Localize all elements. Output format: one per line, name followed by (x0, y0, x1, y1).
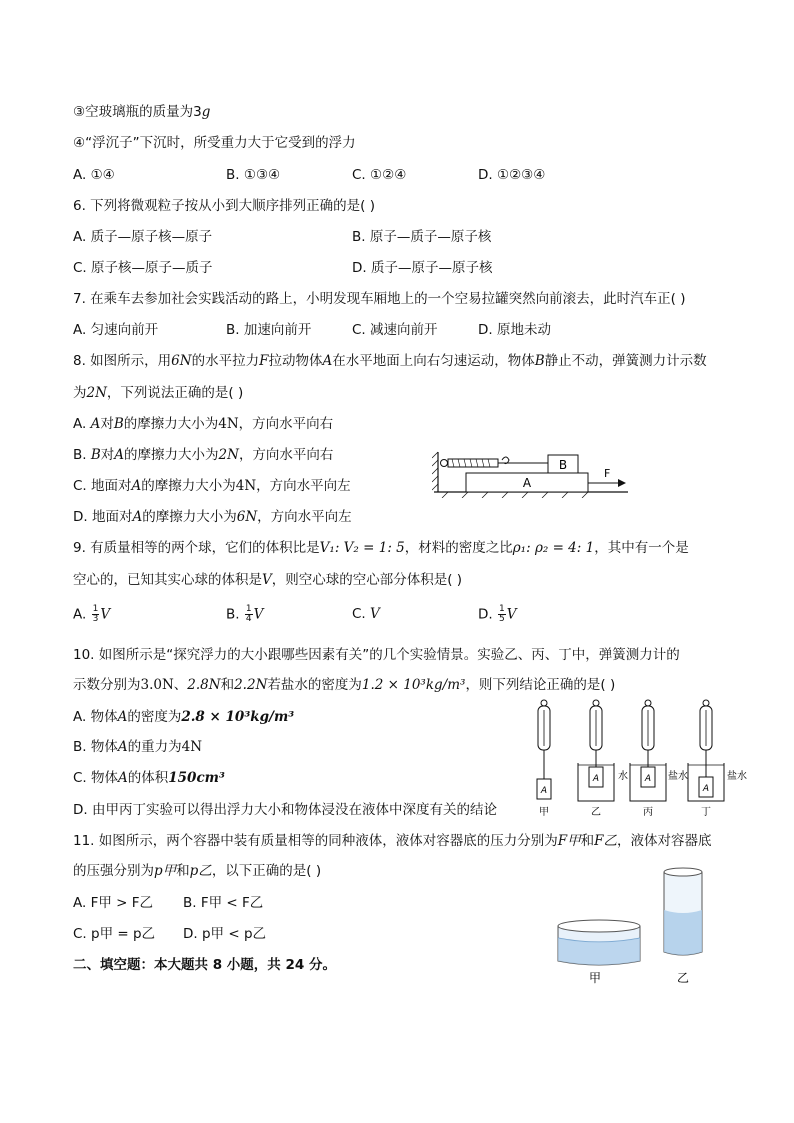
spring-scale-bing (630, 700, 688, 818)
q9-stem-line1: 9. 有质量相等的两个球，它们的体积比是V₁: V₂ = 1: 5，材料的密度之比ρ₁: ρ₂ = 4: 1，其中有一个是 (73, 540, 689, 556)
q6-option-a: A. 质子—原子核—原子 (73, 229, 213, 245)
container-jia (558, 920, 640, 985)
q9-option-d: D. $\frac{1}{5}$ V (478, 604, 517, 624)
q10-option-b: B. 物体A的重力为4N (73, 739, 203, 755)
q6-option-d: D. 质子—原子—原子核 (352, 260, 493, 276)
svg-text:A: A (644, 774, 652, 784)
q9-option-b: B. $\frac{1}{4}$ V (226, 604, 264, 624)
q11-figure (552, 866, 712, 986)
q11-stem-line2: 的压强分别为p甲和p乙，以下正确的是( ) (73, 863, 322, 879)
label-water: 水 (618, 771, 628, 782)
q9-option-c: C. V (352, 606, 380, 622)
q8-stem-line1: 8. 如图所示，用6N的水平拉力F拉动物体A在水平地面上向右匀速运动，物体B静止不动，弹簧测力计示数 (73, 353, 707, 369)
q10-option-a: A. 物体A的密度为2.8 × 10³kg/m³ (73, 709, 295, 725)
block-b-label: B (558, 458, 568, 472)
q8-option-c: C. 地面对A的摩擦力大小为4N，方向水平向左 (73, 478, 351, 494)
svg-text:A: A (702, 784, 710, 794)
block-a-label: A (522, 476, 532, 490)
label-brine-ding: 盐水 (727, 771, 747, 782)
q6-option-c: C. 原子核—原子—质子 (73, 260, 213, 276)
q10-stem-line2: 示数分别为3.0N、2.8N和2.2N若盐水的密度为1.2 × 10³kg/m³，则下列结论正确的是( ) (73, 677, 616, 693)
q10-stem-line1: 10. 如图所示是“探究浮力的大小跟哪些因素有关”的几个实验情景。实验乙、丙、丁中，弹簧测力计的 (73, 647, 680, 663)
q11-option-b: B. F甲 < F乙 (183, 895, 264, 911)
q5-statement-4: ④“浮沉子”下沉时，所受重力大于它受到的浮力 (73, 135, 356, 151)
spring-scale-ding (688, 700, 747, 818)
q10-figure (524, 697, 786, 821)
q5-option-d: D. ①②③④ (478, 167, 546, 183)
q5-option-c: C. ①②④ (352, 167, 407, 183)
svg-text:A: A (540, 786, 548, 796)
label-jia: 甲 (539, 807, 549, 818)
spring-scale-jia (537, 700, 551, 818)
section-2-heading: 二、填空题：本大题共 8 小题，共 24 分。 (73, 957, 336, 973)
q10-option-d: D. 由甲丙丁实验可以得出浮力大小和物体浸没在液体中深度有关的结论 (73, 802, 497, 818)
q7-stem: 7. 在乘车去参加社会实践活动的路上，小明发现车厢地上的一个空易拉罐突然向前滚去，此时汽车正( ) (73, 291, 686, 307)
svg-text:A: A (592, 774, 600, 784)
q8-option-b: B. B对A的摩擦力大小为2N，方向水平向右 (73, 447, 334, 463)
label-brine-bing: 盐水 (668, 771, 688, 782)
q7-option-d: D. 原地未动 (478, 322, 551, 338)
label-bing: 丙 (643, 807, 653, 818)
q9-stem-line2: 空心的，已知其实心球的体积是V，则空心球的空心部分体积是( ) (73, 572, 463, 588)
q10-option-c: C. 物体A的体积150cm³ (73, 770, 225, 786)
label-yi: 乙 (676, 971, 690, 985)
q6-option-b: B. 原子—质子—原子核 (352, 229, 492, 245)
q6-stem: 6. 下列将微观粒子按从小到大顺序排列正确的是( ) (73, 198, 375, 214)
q5-option-a: A. ①④ (73, 167, 115, 183)
q8-option-a: A. A对B的摩擦力大小为4N，方向水平向右 (73, 416, 334, 432)
q8-option-d: D. 地面对A的摩擦力大小为6N，方向水平向左 (73, 509, 352, 525)
spring-scale-yi (578, 700, 628, 818)
q7-option-a: A. 匀速向前开 (73, 322, 159, 338)
q8-figure (432, 448, 632, 498)
q5-statement-3: ③空玻璃瓶的质量为3g (73, 104, 211, 120)
q9-option-a: A. $\frac{1}{3}$ V (73, 604, 111, 624)
q11-option-c: C. p甲 = p乙 (73, 926, 156, 942)
label-ding: 丁 (701, 807, 711, 818)
q11-option-d: D. p甲 < p乙 (183, 926, 267, 942)
q7-option-b: B. 加速向前开 (226, 322, 312, 338)
q5-option-b: B. ①③④ (226, 167, 281, 183)
q7-option-c: C. 减速向前开 (352, 322, 438, 338)
force-label: F (604, 467, 611, 480)
label-yi: 乙 (591, 807, 601, 818)
q11-stem-line1: 11. 如图所示，两个容器中装有质量相等的同种液体，液体对容器底的压力分别为F甲和F乙，液体对容器底 (73, 833, 712, 849)
q11-option-a: A. F甲 > F乙 (73, 895, 154, 911)
q8-stem-line2: 为2N，下列说法正确的是( ) (73, 385, 244, 401)
container-yi (664, 868, 702, 985)
label-jia: 甲 (588, 971, 602, 985)
